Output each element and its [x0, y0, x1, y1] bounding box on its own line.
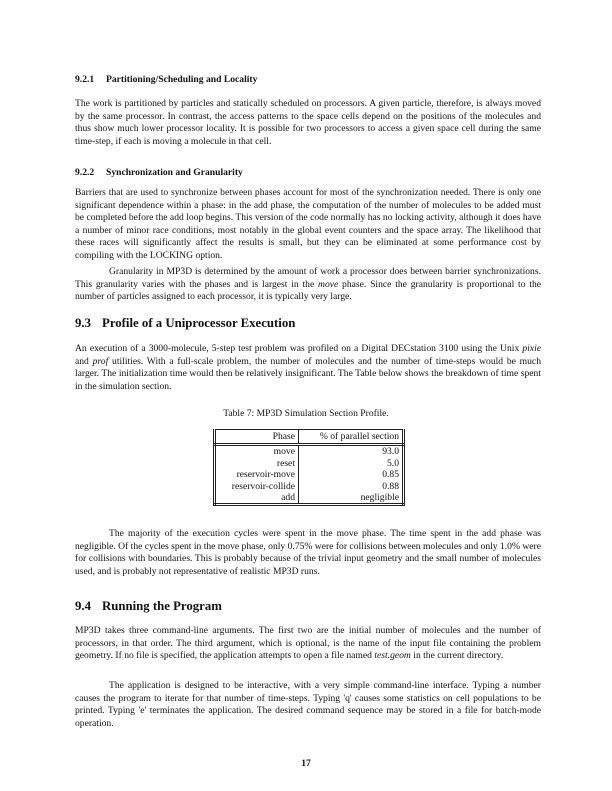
text-run: An execution of a 3000-molecule, 5-step test problem was profiled on a Digital DECstation 3100 using the Unix — [75, 343, 523, 354]
cell-percent: 0.88 — [299, 481, 404, 492]
emphasis: test.geom — [374, 650, 411, 662]
heading-9-3 — [75, 316, 295, 331]
section-title: Partitioning/Scheduling and Locality — [106, 74, 258, 85]
text-run: and — [75, 355, 93, 367]
cell-phase: reset — [215, 458, 299, 469]
header-percent: % of parallel section — [299, 430, 404, 445]
cell-phase: add — [215, 492, 299, 505]
profile-table — [213, 429, 405, 506]
paragraph-interactive: The application is designed to be interactive, with a very simple command-line interface. Typing a number causes the program to iterate for that number of time-steps. Typing 'q' causes some statistics on cell populations to be printed. Typing 'e' terminates the application. The desired command sequence may be stored in a file for batch-mode operation. — [75, 680, 541, 729]
section-number: 9.4 — [75, 599, 91, 613]
emphasis: pixie — [522, 343, 541, 354]
cell-percent: negligible — [299, 492, 404, 505]
heading-9-2-2 — [75, 167, 243, 178]
heading-9-4 — [75, 599, 222, 614]
page-number: 17 — [301, 758, 311, 769]
text-run: in the current directory. — [410, 650, 504, 662]
cell-percent: 0.85 — [299, 469, 404, 480]
emphasis: move — [318, 278, 339, 290]
section-title: Running the Program — [102, 599, 222, 613]
table-row — [215, 481, 404, 492]
text-run: Granularity in MP3D is determined by the amount of work a processor does between barrier synchronizations. This granularity varies with the phases and is largest in the — [75, 266, 541, 290]
paragraph-profile-intro — [75, 343, 541, 393]
cell-phase: reservoir-collide — [215, 481, 299, 492]
text-run: MP3D takes three command-line arguments. The first two are the initial number of molecules and the number of processors, in that order. The third argument, which is optional, is the name of the input file containing the problem geometry. If no file is specified, the application attempts to open a file named — [75, 625, 541, 662]
section-number: 9.2.1 — [75, 74, 95, 85]
table-header-row — [215, 430, 404, 445]
heading-9-2-1 — [75, 74, 257, 85]
cell-phase: move — [215, 445, 299, 458]
cell-phase: reservoir-move — [215, 469, 299, 480]
table-caption: Table 7: MP3D Simulation Section Profile. — [223, 408, 389, 419]
paragraph-granularity — [75, 266, 541, 304]
paragraph-profile-results: The majority of the execution cycles were spent in the move phase. The time spent in the add phase was negligible. Of the cycles spent in the move phase, only 0.75% were for collisions between molecules and only 1.0% were for collisions with boundaries. This is probably because of the trivial input geometry and the small number of molecules used, and is probably not representative of realistic MP3D runs. — [75, 528, 541, 577]
section-number: 9.3 — [75, 316, 91, 330]
section-title: Synchronization and Granularity — [106, 167, 243, 178]
paragraph-partitioning: The work is partitioned by particles and statically scheduled on processors. A given particle, therefore, is always moved by the same processor. In contrast, the access patterns to the space cells depend on the positions of the molecules and thus show much lower processor locality. It is possible for two processors to access a given space cell during the same time-step, if each is moving a molecule in that cell. — [75, 98, 541, 147]
table-row — [215, 445, 404, 458]
emphasis: prof — [92, 355, 109, 367]
text-run: utilities. With a full-scale problem, the number of molecules and the number of time-steps would be much larger. The initialization time would then be relatively insignificant. The Table below shows the breakdown of time spent in the simulation section. — [75, 355, 541, 392]
table-row — [215, 492, 404, 505]
section-title: Profile of a Uniprocessor Execution — [102, 316, 296, 330]
table-row — [215, 458, 404, 469]
paragraph-synchronization: Barriers that are used to synchronize between phases account for most of the synchronization needed. There is only one significant dependence within a phase: in the add phase, the computation of the number of molecules to be added must be completed before the add loop begins. This version of the code normally has no locking activity, although it does have a number of minor race conditions, most notably in the global event counters and the space array. The likelihood that these races will significantly affect the results is small, but they can be eliminated at some performance cost by compiling with the LOCKING option. — [75, 187, 541, 261]
section-number: 9.2.2 — [75, 167, 95, 178]
cell-percent: 93.0 — [299, 445, 404, 458]
table-row — [215, 469, 404, 480]
paragraph-arguments — [75, 625, 541, 663]
text-run: phase. Since the granularity is proportional to the number of particles assigned to each processor, it is typically very large. — [75, 278, 542, 303]
header-phase: Phase — [215, 430, 299, 445]
cell-percent: 5.0 — [299, 458, 404, 469]
